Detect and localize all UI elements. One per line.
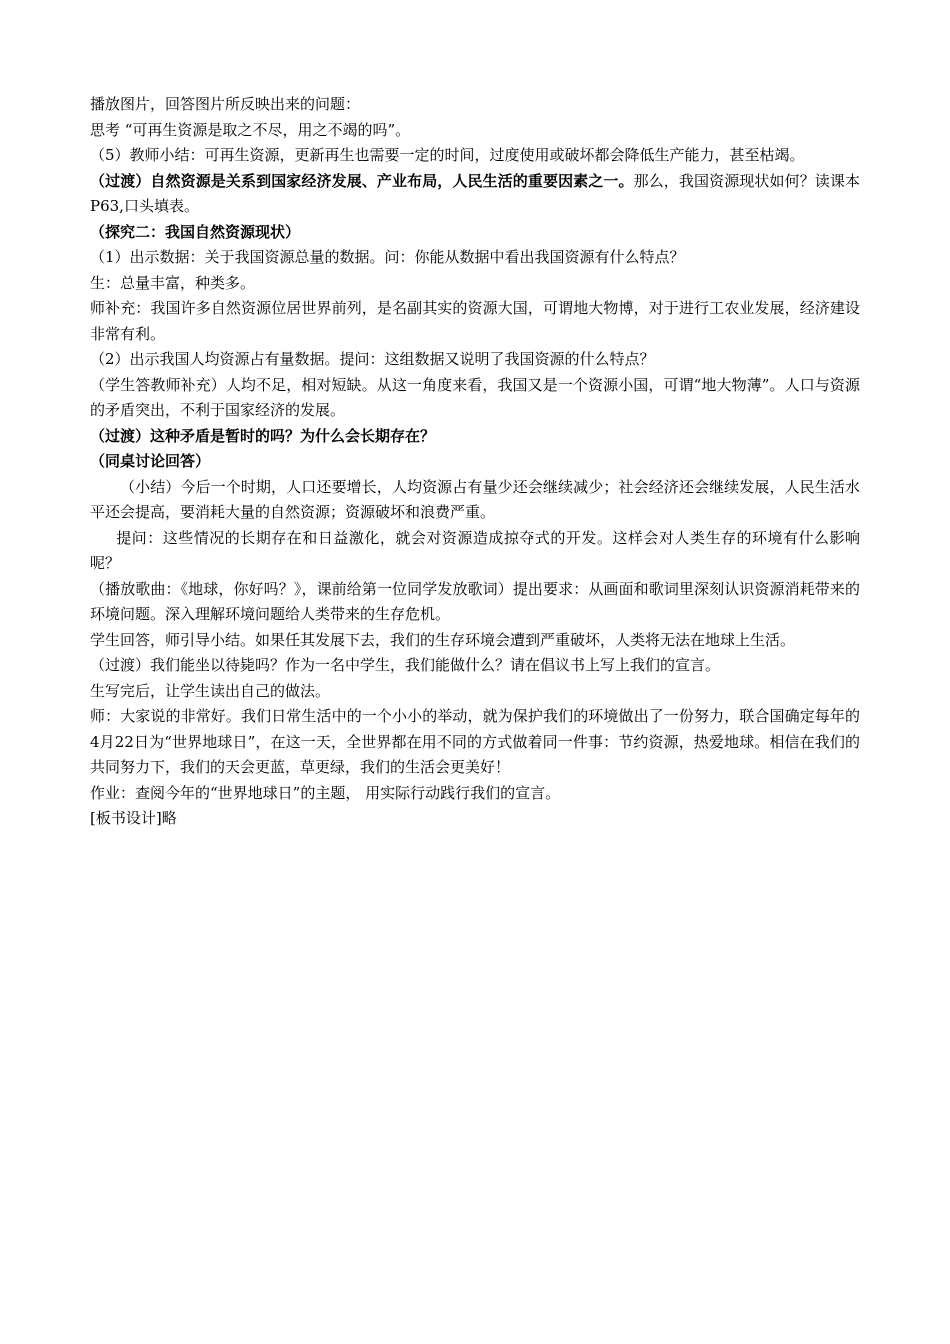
paragraph-students-read: 生写完后，让学生读出自己的做法。 xyxy=(90,681,331,700)
paragraph-show-total-data: （1）出示数据：关于我国资源总量的数据。问：你能从数据中看出我国资源有什么特点？ xyxy=(90,248,685,266)
transition-bold-text: （过渡）自然资源是关系到国家经济发展、产业布局，人民生活的重要因素之一。 xyxy=(90,171,634,190)
paragraph-play-song: （播放歌曲：《地球，你好吗？》，课前给第一位同学发放歌词）提出要求：从画面和歌词里深刻认识资源消耗带来的环境问题。深入理解环境问题给人类带来的生存危机。 xyxy=(90,579,860,623)
paragraph-transition-declaration: （过渡）我们能坐以待毙吗？作为一名中学生，我们能做什么？请在倡议书上写上我们的宣言。 xyxy=(90,656,721,674)
paragraph-board-design: [板书设计]略 xyxy=(90,809,177,827)
paragraph-think-renewable: 思考 “可再生资源是取之不尽，用之不竭的吗”。 xyxy=(90,120,411,139)
paragraph-question-impact: 提问：这些情况的长期存在和日益激化，就会对资源造成掠夺式的开发。这样会对人类生存的环境有什么影响呢？ xyxy=(90,528,860,572)
section-heading-explore-two: （探究二：我国自然资源现状） xyxy=(90,222,301,241)
paragraph-desk-discussion: （同桌讨论回答） xyxy=(90,452,211,470)
paragraph-teacher-summary-5: （5）教师小结：可再生资源，更新再生也需要一定的时间，过度使用或破坏都会降低生产能力，甚至枯竭。 xyxy=(90,146,805,164)
paragraph-per-capita-data: （2）出示我国人均资源占有量数据。提问：这组数据又说明了我国资源的什么特点？ xyxy=(90,350,655,368)
paragraph-play-images: 播放图片，回答图片所反映出来的问题： xyxy=(90,95,361,113)
document-page xyxy=(90,92,860,832)
paragraph-transition-resources xyxy=(90,169,860,220)
paragraph-teacher-supplement: 师补充：我国许多自然资源位居世界前列，是名副其实的资源大国，可谓地大物博，对于进行工农业发展，经济建设非常有利。 xyxy=(90,299,860,343)
paragraph-transition-contradiction: （过渡）这种矛盾是暂时的吗？为什么会长期存在？ xyxy=(90,426,436,445)
paragraph-homework: 作业：查阅今年的“世界地球日”的主题， 用实际行动践行我们的宣言。 xyxy=(90,783,561,802)
paragraph-student-answer: 生：总量丰富，种类多。 xyxy=(90,273,256,292)
paragraph-student-teacher-answer: （学生答教师补充）人均不足，相对短缺。从这一角度来看，我国又是一个资源小国，可谓“地大物薄”。人口与资源的矛盾突出，不利于国家经济的发展。 xyxy=(90,375,860,419)
paragraph-teacher-earth-day: 师：大家说的非常好。我们日常生活中的一个小小的举动，就为保护我们的环境做出了一份努力，联合国确定每年的4月22日为“世界地球日”，在这一天，全世界都在用不同的方式做着同一件事：节约资源，热爱地球。相信在我们的共同努力下，我们的天会更蓝，草更绿，我们的生活会更美好！ xyxy=(90,707,860,776)
paragraph-summary: （小结）今后一个时期，人口还要增长，人均资源占有量少还会继续减少；社会经济还会继续发展，人民生活水平还会提高，要消耗大量的自然资源；资源破坏和浪费严重。 xyxy=(90,477,860,521)
paragraph-student-reply: 学生回答，师引导小结。如果任其发展下去，我们的生存环境会遭到严重破坏，人类将无法在地球上生活。 xyxy=(90,630,796,649)
transition-plain-text: 那么，我国资源现状如何？读课本P63,口头填表。 xyxy=(90,171,860,215)
